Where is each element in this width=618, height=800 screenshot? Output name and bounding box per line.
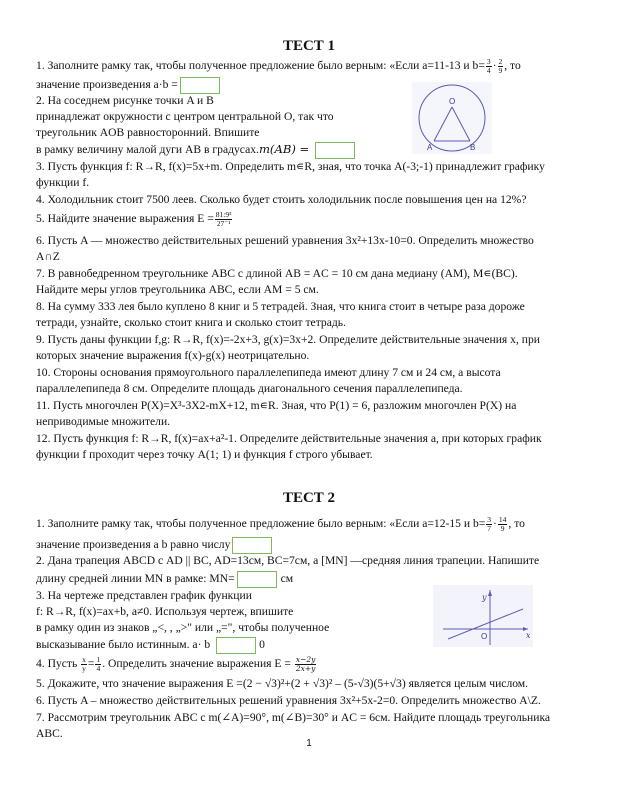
frac-num: x: [82, 655, 86, 664]
t1-q10-line1: 10. Стороны основания прямоугольного параллелепипеда имеют длину 7 см и 24 см, а высота: [36, 366, 501, 379]
t1-q2-line1: 2. На соседнем рисунке точки A и B: [36, 94, 214, 107]
t2-q1-text-b: , то: [508, 517, 525, 531]
linear-graph-figure: [433, 585, 533, 647]
figure-background: [412, 82, 492, 154]
t1-q1-answer-box[interactable]: [180, 77, 220, 94]
frac-den: 7: [487, 524, 492, 533]
t1-q2-line3: треугольник AOB равносторонний. Впишите: [36, 126, 260, 139]
t2-q4-fraction-xy: [81, 656, 87, 673]
frac-num: 14: [498, 515, 507, 524]
t2-q1-fraction1: [486, 516, 492, 533]
t1-q1-fraction2: [498, 58, 504, 75]
t1-q3-line2: функции f.: [36, 176, 90, 189]
t2-q3-line2: f: R→R, f(x)=ax+b, a≠0. Используя чертеж, впишите: [36, 605, 294, 618]
t2-q1-line2: [36, 537, 272, 554]
frac-den: y: [82, 664, 86, 673]
t2-q6-line1: 6. Пусть A – множество действительных решений уравнения 3x²+5x-2=0. Определить множество A\Z.: [36, 694, 541, 707]
t2-q3-text: высказывание было истинным. a· b: [36, 638, 211, 652]
t1-q6-line1: 6. Пусть A — множество действительных решений уравнения 3x²+13x-10=0. Определить множество: [36, 234, 534, 247]
t2-q3-zero: 0: [259, 638, 265, 652]
frac-den: 9: [500, 524, 505, 533]
label-B: B: [470, 143, 476, 152]
label-O: O: [449, 97, 456, 106]
t2-q4-line1: [36, 656, 317, 673]
t2-q1-answer-box[interactable]: [232, 537, 272, 554]
t1-q2-line4: [36, 142, 355, 159]
frac-den: 4: [96, 664, 101, 673]
frac-num: 3: [487, 515, 492, 524]
t1-q7-line2: Найдите меры углов треугольника ABC, если AM = 5 см.: [36, 283, 319, 296]
frac-num: 1: [96, 655, 101, 664]
t1-q4-line1: 4. Холодильник стоит 7500 леев. Сколько будет стоить холодильник после повышения цен на 12%?: [36, 193, 527, 206]
t1-q5-line1: [36, 211, 233, 228]
t2-q4-text: 4. Пусть: [36, 657, 78, 671]
test1-title: ТЕСТ 1: [282, 38, 336, 54]
dot: ·: [493, 517, 497, 531]
t1-q10-line2: параллелепипеда 8 см. Определите площадь диагонального сечения параллелепипеда.: [36, 382, 463, 395]
t1-q1-text: 1. Заполните рамку так, чтобы полученное предложение было верным: «Если a=11-13 и b=: [36, 59, 485, 73]
t1-q6-line2: A∩Z: [36, 250, 60, 263]
t2-q1-text: 1. Заполните рамку так, чтобы полученное предложение было верным: «Если a=12-15 и b=: [36, 517, 486, 531]
t1-q1-fraction1: [486, 58, 492, 75]
t1-q12-line1: 12. Пусть функция f: R→R, f(x)=ax+a²-1. Определите действительные значения a, при которых график: [36, 432, 542, 445]
t2-q3-line3: в рамку один из знаков „<, , „>" или „=", чтобы полученное: [36, 621, 330, 634]
t1-q1-text-c: значение произведения a·b =: [36, 78, 178, 92]
t1-q11-line2: неприводимые множители.: [36, 415, 171, 428]
frac-den: 2x+y: [295, 664, 316, 673]
t1-q11-line1: 11. Пусть многочлен P(X)=X³-3X2-mX+12, m∊R. Зная, что P(1) = 6, разложим многочлен P(X) на: [36, 399, 517, 412]
frac-num: 3: [486, 57, 491, 66]
t2-q1-fraction2: [498, 516, 508, 533]
frac-den: 4: [486, 66, 491, 75]
t1-q2-line2: принадлежат окружности с центром центральной O, так что: [36, 110, 334, 123]
t2-q4-fraction-quarter: [95, 656, 101, 673]
t1-q2-arc-expression: m(AB) =: [258, 142, 310, 157]
t2-q1-text-c: значение произведения a b равно числу: [36, 538, 231, 552]
t2-q4-text-b: . Определить значение выражения E =: [102, 657, 291, 671]
t2-q7-line1: 7. Рассмотрим треугольник ABC с m(∠A)=90°, m(∠B)=30° и AC = 6см. Найдите площадь треугольника: [36, 711, 551, 724]
frac-num: 2: [498, 57, 503, 66]
t1-q1-line2: [36, 77, 220, 94]
test2-title: ТЕСТ 2: [282, 490, 336, 506]
t1-q9-line2: которых значение выражения f(x)-g(x) неотрицательно.: [36, 349, 310, 362]
t1-q2-answer-box[interactable]: [315, 142, 355, 159]
label-O: O: [481, 632, 488, 641]
t1-q9-line1: 9. Пусть даны функции f,g: R→R, f(x)=-2x+3, g(x)=3x+2. Определите действительные значения x, при: [36, 333, 540, 346]
label-A: A: [427, 143, 433, 152]
equals: =: [87, 657, 95, 671]
t1-q8-line2: тетради, узнайте, сколько стоит книга и сколько стоит тетрадь.: [36, 316, 346, 329]
t2-q3-answer-box[interactable]: [216, 637, 256, 654]
t1-q2-text: в рамку величину малой дуги AB в градусах.: [36, 143, 259, 157]
t2-q1-line1: [36, 516, 525, 533]
t2-q2-line1: 2. Дана трапеция ABCD с AD || BC, AD=13см, BC=7см, а [MN] —средняя линия трапеции. Напишите: [36, 554, 540, 567]
t2-q2-unit: см: [280, 572, 294, 586]
t2-q3-line4: [36, 637, 265, 654]
t2-q4-expression-fraction: [295, 656, 317, 673]
t1-q8-line1: 8. На сумму 333 лея было куплено 8 книг и 5 тетрадей. Зная, что книга стоит в четыре раза дороже: [36, 300, 525, 313]
frac-num: x−2y: [295, 655, 316, 664]
frac-den: 9: [498, 66, 503, 75]
circle-figure: [412, 82, 492, 154]
t2-q7-line2: ABC.: [36, 727, 63, 740]
t1-q7-line1: 7. В равнобедренном треугольнике ABC с длиной AB = AC = 10 см дана медиану (AM), M∊(BC).: [36, 267, 518, 280]
t1-q1-line1: [36, 58, 521, 75]
t2-q2-line2: [36, 571, 293, 588]
t1-q5-fraction: [215, 211, 233, 228]
t2-q3-line1: 3. На чертеже представлен график функции: [36, 589, 252, 602]
t2-q5-line1: 5. Докажите, что значение выражения E =(2 − √3)²+(2 + √3)² – (5-√3)(5+√3) является целым числом.: [36, 677, 529, 690]
t2-q2-text: длину средней линии MN в рамке: MN=: [36, 572, 235, 586]
page-number: 1: [306, 738, 312, 749]
t1-q12-line2: функции f проходит через точку A(1; 1) и функция f строго убывает.: [36, 448, 373, 461]
t1-q1-text-b: , то: [504, 59, 521, 73]
t1-q5-text: 5. Найдите значение выражения E =: [36, 212, 214, 226]
frac-den: 27⁻¹: [216, 219, 231, 228]
t1-q3-line1: 3. Пусть функция f: R→R, f(x)=5x+m. Определить m∊R, зная, что точка A(-3;-1) принадлежит графику: [36, 160, 545, 173]
label-x: x: [526, 631, 531, 640]
frac-num: 81:9³: [215, 210, 232, 219]
label-y: y: [482, 593, 487, 602]
dot: ·: [492, 59, 497, 73]
t2-q2-answer-box[interactable]: [237, 571, 277, 588]
